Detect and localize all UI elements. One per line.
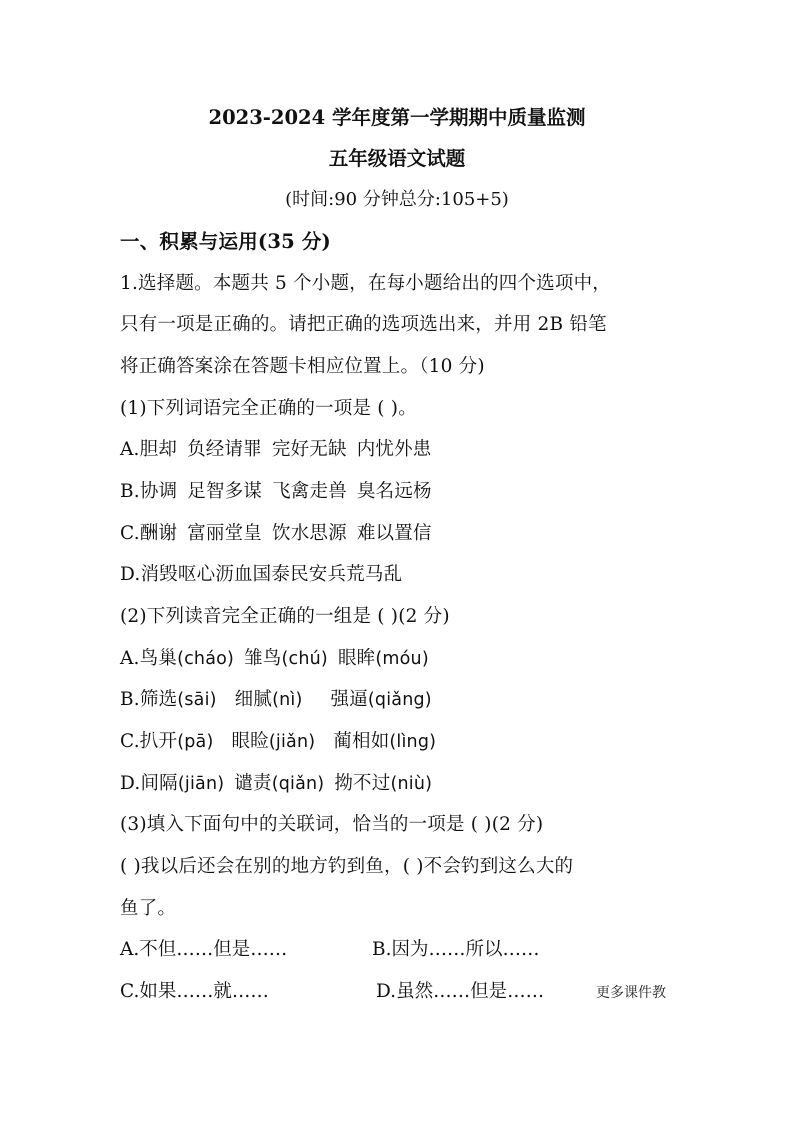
- option-word: 扒开: [139, 731, 178, 752]
- sub3-stem: (3)填入下面句中的关联词，恰当的一项是 ( )(2 分): [120, 814, 544, 835]
- pinyin: (sāi): [177, 690, 217, 710]
- option-letter: B.: [120, 481, 140, 502]
- option-letter: A.: [120, 939, 140, 960]
- option-word: 饮水思源: [272, 523, 347, 544]
- pinyin: (chú): [281, 649, 328, 669]
- option-word: 富丽堂皇: [187, 523, 262, 544]
- option-word: 筛选: [139, 689, 178, 710]
- option-word: 负经请罪: [187, 439, 262, 460]
- pinyin: (jiǎn): [268, 732, 316, 752]
- sub2-option-d: [120, 771, 432, 797]
- option-word: 难以置信: [356, 523, 432, 544]
- option-word: 拗不过: [334, 773, 391, 794]
- section-heading: 一、积累与运用(35 分): [120, 230, 331, 253]
- exam-title: 2023-2024 学年度第一学期期中质量监测: [208, 106, 586, 129]
- option-word: 强逼: [330, 689, 368, 710]
- option-letter: D.: [376, 981, 397, 1002]
- watermark-text: 更多课件教: [596, 985, 666, 1001]
- option-word: 蔺相如: [333, 731, 390, 752]
- option-text: 不但……但是……: [139, 939, 288, 960]
- q1-intro-line-1: 1.选择题。本题共 5 个小题，在每小题给出的四个选项中，: [120, 273, 611, 294]
- option-word: 完好无缺: [271, 439, 347, 460]
- option-word: 谴责: [234, 773, 272, 794]
- option-text: 如果……就……: [139, 981, 269, 1002]
- option-text: 虽然……但是……: [396, 981, 545, 1002]
- sub2-option-b: [120, 687, 432, 713]
- option-word: 眼眸: [337, 648, 376, 669]
- option-text: 消毁呕心沥血国泰民安兵荒马乱: [140, 564, 403, 585]
- pinyin: (qiǎn): [271, 774, 325, 794]
- option-word: 臭名远杨: [356, 481, 432, 502]
- sub3-option-a: [120, 937, 287, 963]
- sub1-option-b: [120, 479, 432, 505]
- sub2-option-a: [120, 646, 429, 672]
- option-letter: A.: [120, 648, 140, 669]
- sub3-option-c: [120, 979, 269, 1005]
- option-text: 因为……所以……: [391, 939, 540, 960]
- option-word: 细腻: [234, 689, 273, 710]
- pinyin: (qiǎng): [367, 690, 432, 710]
- option-letter: C.: [120, 523, 140, 544]
- pinyin: (cháo): [177, 649, 235, 669]
- option-word: 雏鸟: [244, 648, 282, 669]
- pinyin: (nì): [272, 690, 303, 710]
- option-word: 协调: [139, 481, 178, 502]
- option-word: 飞禽走兽: [272, 481, 347, 502]
- pinyin: (móu): [375, 649, 429, 669]
- option-letter: B.: [372, 939, 392, 960]
- q1-intro-line-3: 将正确答案涂在答题卡相应位置上。（10 分): [120, 356, 485, 377]
- pinyin: (jiān): [177, 774, 225, 794]
- sub2-stem: (2)下列读音完全正确的一组是 ( )(2 分): [120, 606, 450, 627]
- option-letter: A.: [120, 439, 140, 460]
- option-word: 酬谢: [139, 523, 178, 544]
- sub1-option-a: [120, 437, 432, 463]
- q1-intro-line-2: 只有一项是正确的。请把正确的选项选出来，并用 2B 铅笔: [120, 314, 607, 335]
- option-word: 胆却: [139, 439, 178, 460]
- sub1-stem: (1)下列词语完全正确的一项是 ( )。: [120, 398, 417, 419]
- option-letter: C.: [120, 731, 140, 752]
- option-word: 鸟巢: [139, 648, 178, 669]
- pinyin: (niù): [390, 774, 433, 794]
- sub3-sentence-line-1: ( )我以后还会在别的地方钓到鱼，( )不会钓到这么大的: [120, 856, 574, 877]
- option-word: 眼睑: [231, 731, 269, 752]
- option-letter: C.: [120, 981, 140, 1002]
- pinyin: (pā): [177, 732, 214, 752]
- sub3-option-d: [376, 979, 544, 1005]
- option-word: 间隔: [140, 773, 178, 794]
- option-word: 内忧外患: [356, 439, 432, 460]
- option-letter: B.: [120, 689, 140, 710]
- exam-subtitle: 五年级语文试题: [328, 147, 466, 170]
- option-letter: D.: [120, 564, 141, 585]
- sub3-sentence-line-2: 鱼了。: [120, 898, 177, 919]
- exam-info: (时间:90 分钟总分:105+5): [285, 189, 509, 210]
- pinyin: (lìng): [389, 732, 437, 752]
- sub2-option-c: [120, 729, 436, 755]
- sub1-option-d: [120, 562, 402, 588]
- option-letter: D.: [120, 773, 141, 794]
- option-word: 足智多谋: [187, 481, 263, 502]
- sub1-option-c: [120, 521, 432, 547]
- sub3-option-b: [372, 937, 540, 963]
